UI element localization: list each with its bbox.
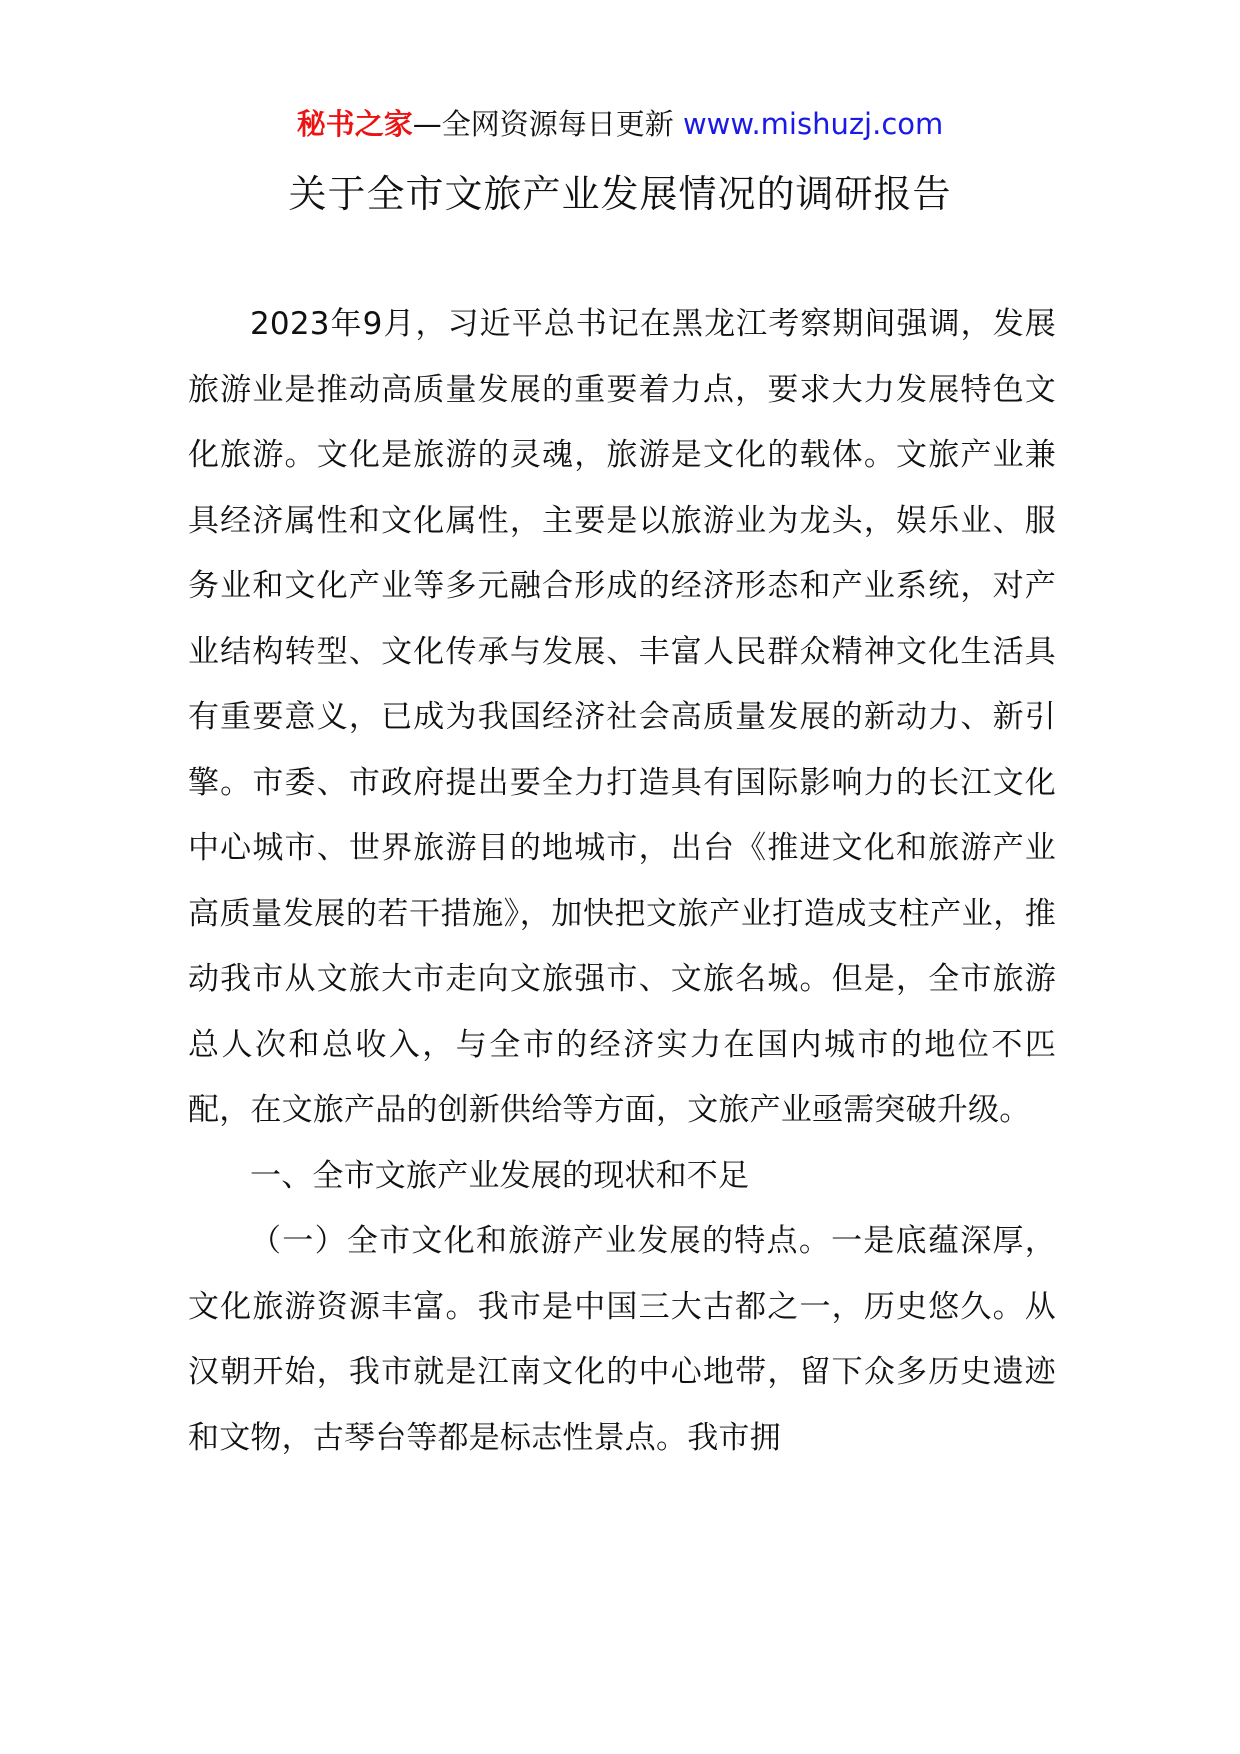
- document-body: [188, 292, 1056, 1471]
- brand-name: 秘书之家: [296, 107, 413, 141]
- intro-paragraph: 2023年9月，习近平总书记在黑龙江考察期间强调，发展旅游业是推动高质量发展的重要着力点，要求大力发展特色文化旅游。文化是旅游的灵魂，旅游是文化的载体。文旅产业兼具经济属性和文化属性，主要是以旅游业为龙头，娱乐业、服务业和文化产业等多元融合形成的经济形态和产业系统，对产业结构转型、文化传承与发展、丰富人民群众精神文化生活具有重要意义，已成为我国经济社会高质量发展的新动力、新引擎。市委、市政府提出要全力打造具有国际影响力的长江文化中心城市、世界旅游目的地城市，出台《推进文化和旅游产业高质量发展的若干措施》，加快把文旅产业打造成支柱产业，推动我市从文旅大市走向文旅强市、文旅名城。但是，全市旅游总人次和总收入，与全市的经济实力在国内城市的地位不匹配，在文旅产品的创新供给等方面，文旅产业亟需突破升级。: [188, 306, 1056, 1128]
- site-header: [0, 104, 1240, 144]
- section-heading: 一、全市文旅产业发展的现状和不足: [250, 1157, 750, 1194]
- document-title: 关于全市文旅产业发展情况的调研报告: [288, 172, 952, 216]
- subsection-paragraph: （一）全市文化和旅游产业发展的特点。一是底蕴深厚，文化旅游资源丰富。我市是中国三大古都之一，历史悠久。从汉朝开始，我市就是江南文化的中心地带，留下众多历史遗迹和文物，古琴台等都是标志性景点。我市拥: [188, 1223, 1056, 1456]
- header-tagline: —全网资源每日更新: [412, 107, 683, 141]
- website-link[interactable]: www.mishuzj.com: [682, 107, 944, 141]
